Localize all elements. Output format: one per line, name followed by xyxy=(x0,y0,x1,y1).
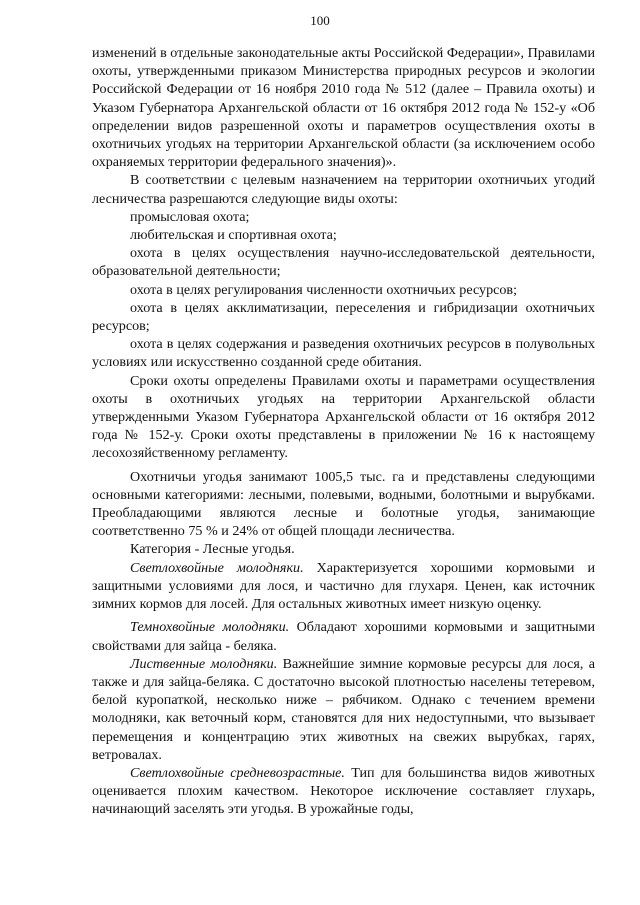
desc-light-conifer-middle-aged: Тип для большинства видов животных оценивается плохим качеством. Некоторое исключение составляет глухарь, начинающий заселять эти угодья. В урожайные годы, xyxy=(92,764,595,818)
term-light-conifer-young: Светлохвойные молодняки. xyxy=(130,559,304,576)
list-item-acclimatization-hunting: охота в целях акклиматизации, переселения и гибридизации охотничьих ресурсов; xyxy=(92,299,595,335)
paragraph-deciduous-young xyxy=(92,655,595,764)
desc-light-conifer-young: Характеризуется хорошими кормовыми и защитными условиями для лося, и частично для глухаря. Ценен, как источник зимних кормов для лосей. Для остальных животных имеет низкую оценку. xyxy=(92,559,595,613)
list-item-research-hunting: охота в целях осуществления научно-исследовательской деятельности, образовательной деятельности; xyxy=(92,245,595,280)
paragraph-hunting-periods: Сроки охоты определены Правилами охоты и параметрами осуществления охоты в охотничьих угодьях на территории Архангельской области утвержденными Указом Губернатора Архангельской области от 16 октября 2012 года № 152-у. Сроки охоты представлены в приложении № 16 к настоящему лесохозяйственному регламенту. xyxy=(92,372,595,462)
paragraph-legal-references: изменений в отдельные законодательные акты Российской Федерации», Правилами охоты, утвержденными приказом Министерства природных ресурсов и экологии Российской Федерации от 16 ноября 2010 года № 512 (далее – Правила охоты) и Указом Губернатора Архангельской области от 16 октября 2012 года № 152-у «Об определении видов разрешенной охоты и параметров осуществления охоты в охотничьих угодьях на территории Архангельской области (за исключением особо охраняемых территории федерального значения)». xyxy=(92,45,595,171)
desc-dark-conifer-young: Обладают хорошими кормовыми и защитными свойствами для зайца - беляка. xyxy=(92,619,595,654)
list-item-population-control-hunting: охота в целях регулирования численности охотничьих ресурсов; xyxy=(130,281,517,298)
paragraph-light-conifer-middle-aged xyxy=(92,764,595,819)
paragraph-hunting-grounds-area: Охотничьи угодья занимают 1005,5 тыс. га и представлены следующими основными категориями: лесными, полевыми, водными, болотными и вырубками. Преобладающими являются лесные и болотные угодья, занимающие соответственно 75 % и 24% от общей площади лесничества. xyxy=(92,468,595,540)
term-deciduous-young: Лиственные молодняки. xyxy=(130,655,278,672)
page-number: 100 xyxy=(310,13,330,28)
desc-deciduous-young: Важнейшие зимние кормовые ресурсы для лося, а также и для зайца-беляка. С достаточно высокой плотностью населены тетеревом, белой куропаткой, несколько ниже – рябчиком. Однако с течением времени молодняки, как веточный корм, становятся для них недоступными, что вызывает перемещения и концентрацию этих животных на свежих вырубках, гарях, ветровалах. xyxy=(92,655,595,763)
paragraph-category-forest: Категория - Лесные угодья. xyxy=(130,541,295,558)
paragraph-hunting-types-intro: В соответствии с целевым назначением на территории охотничьих угодий лесничества разрешаются следующие виды охоты: xyxy=(92,172,595,207)
paragraph-light-conifer-young xyxy=(92,559,595,614)
list-item-breeding-hunting: охота в целях содержания и разведения охотничьих ресурсов в полувольных условиях или искусственно созданной среде обитания. xyxy=(92,336,595,371)
term-dark-conifer-young: Темнохвойные молодняки. xyxy=(130,619,290,636)
paragraph-dark-conifer-young xyxy=(92,618,595,654)
term-light-conifer-middle-aged: Светлохвойные средневозрастные. xyxy=(130,764,345,781)
document-body xyxy=(92,44,595,819)
list-item-amateur-sport-hunting: любительская и спортивная охота; xyxy=(130,227,337,244)
list-item-commercial-hunting: промысловая охота; xyxy=(130,208,250,225)
